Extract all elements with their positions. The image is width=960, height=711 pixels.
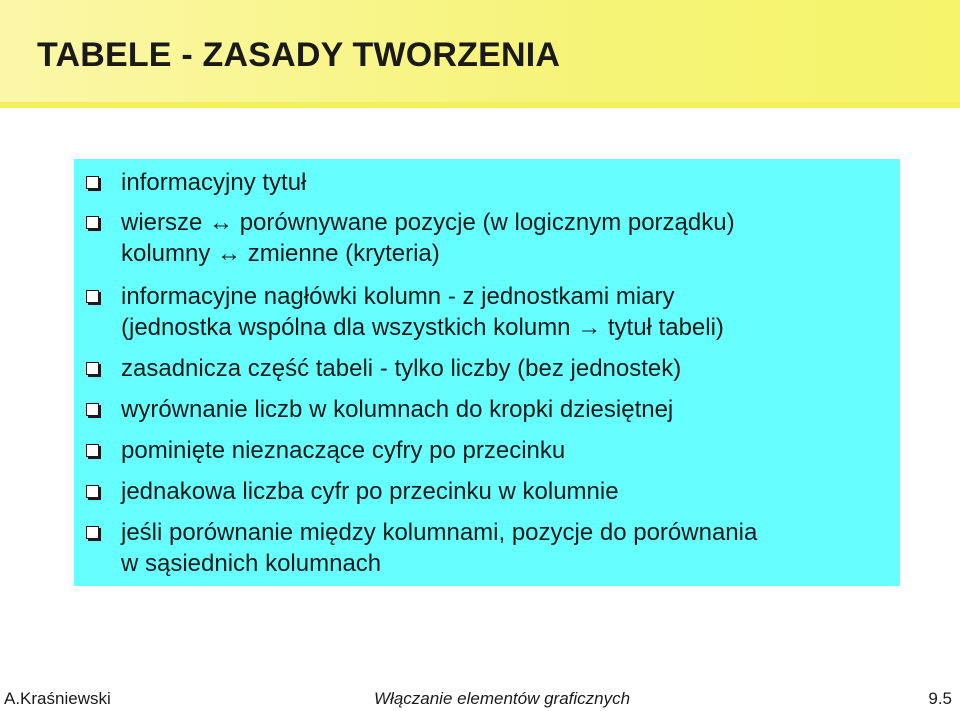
checkbox-bullet-icon xyxy=(86,444,99,457)
content-box xyxy=(74,159,900,586)
list-item-text-continued: (jednostka wspólna dla wszystkich kolumn → tytuł tabeli) xyxy=(121,314,724,341)
list-item-text-continued: w sąsiednich kolumnach xyxy=(121,550,382,577)
checkbox-bullet-icon xyxy=(86,216,99,229)
list-item-text: jednakowa liczba cyfr po przecinku w kolumnie xyxy=(121,478,619,505)
checkbox-bullet-icon xyxy=(86,403,99,416)
checkbox-bullet-icon xyxy=(86,290,99,303)
checkbox-bullet-icon xyxy=(86,526,99,539)
footer-page-number: 9.5 xyxy=(928,689,952,708)
list-item-text: jeśli porównanie między kolumnami, pozycje do porównania xyxy=(121,519,758,546)
footer-presentation-title: Włączanie elementów graficznych xyxy=(374,689,631,708)
list-item-text: zasadnicza część tabeli - tylko liczby (bez jednostek) xyxy=(121,355,682,382)
list-item-text: informacyjny tytuł xyxy=(121,169,307,196)
checkbox-bullet-icon xyxy=(86,176,99,189)
slide-title: TABELE - ZASADY TWORZENIA xyxy=(37,36,561,74)
list-item-text: wiersze ↔ porównywane pozycje (w logicznym porządku) xyxy=(121,209,735,236)
list-item-text: wyrównanie liczb w kolumnach do kropki dziesiętnej xyxy=(121,396,674,423)
list-item-text-continued: kolumny ↔ zmienne (kryteria) xyxy=(121,240,440,267)
list-item-text: informacyjne nagłówki kolumn - z jednostkami miary xyxy=(121,283,675,310)
checkbox-bullet-icon xyxy=(86,485,99,498)
checkbox-bullet-icon xyxy=(86,362,99,375)
list-item-text: pominięte nieznaczące cyfry po przecinku xyxy=(121,437,566,464)
footer-author: A.Kraśniewski xyxy=(4,689,111,708)
